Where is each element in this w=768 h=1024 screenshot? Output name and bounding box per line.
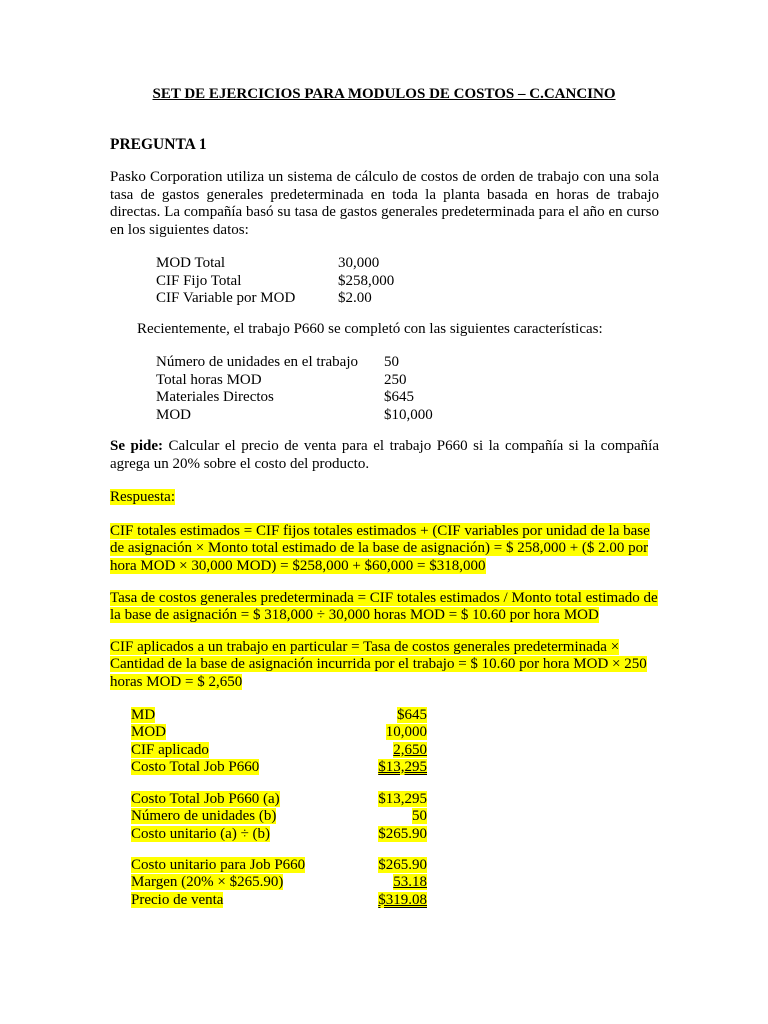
question-heading: PREGUNTA 1	[110, 136, 207, 153]
data-row	[156, 372, 433, 390]
answer-label: Respuesta:	[110, 489, 175, 505]
row-value: $319.08	[378, 891, 427, 908]
data-label: CIF Fijo Total	[156, 272, 242, 289]
row-value: $645	[397, 707, 427, 723]
row-value: $265.90	[378, 857, 427, 873]
table-row	[131, 808, 427, 825]
row-label: CIF aplicado	[131, 741, 209, 758]
calc-text: CIF aplicados a un trabajo en particular = Tasa de costos generales predeterminada × Cantidad de la base de asignación incurrida por el trabajo = $ 10.60 por hora MOD × 250 horas MOD = $ 2,650	[110, 639, 647, 690]
table-row	[131, 892, 427, 909]
calc-text: CIF totales estimados = CIF fijos totales estimados + (CIF variables por unidad de la base de asignación × Monto total estimado de la base de asignación) = $ 258,000 + ($ 2.00 por hora MOD × 30,000 MOD) = $258,000 + $60,000 = $318,000	[110, 523, 650, 574]
task-label: Se pide:	[110, 438, 164, 454]
row-value: 2,650	[393, 741, 427, 758]
table-row	[131, 742, 427, 759]
row-label: Costo unitario para Job P660	[131, 857, 306, 873]
data-row	[156, 354, 433, 372]
data-label: MOD Total	[156, 255, 226, 271]
data-value: 250	[384, 371, 407, 388]
table-row	[131, 759, 427, 776]
data-row	[156, 273, 394, 291]
cost-table-price	[131, 857, 427, 909]
data-row	[156, 255, 394, 273]
row-label: Costo Total Job P660 (a)	[131, 791, 280, 807]
data-label: CIF Variable por MOD	[156, 290, 296, 306]
data-value: 30,000	[338, 255, 380, 271]
data-label: MOD	[156, 406, 192, 423]
row-value: $265.90	[378, 825, 427, 842]
document-title: SET DE EJERCICIOS PARA MODULOS DE COSTOS – C.CANCINO	[152, 86, 616, 102]
calc-text: Tasa de costos generales predeterminada = CIF totales estimados / Monto total estimado de la base de asignación = $ 318,000 ÷ 30,000 horas MOD = $ 10.60 por hora MOD	[110, 590, 658, 624]
data-value: $258,000	[338, 272, 395, 289]
calc-paragraph-2	[110, 590, 660, 625]
data-value: 50	[384, 354, 399, 370]
row-label: Precio de venta	[131, 891, 224, 908]
job-data-list	[156, 354, 433, 424]
row-label: Número de unidades (b)	[131, 808, 277, 825]
cost-table-total	[131, 707, 427, 776]
overhead-data-list	[156, 255, 394, 308]
data-value: $10,000	[384, 406, 433, 423]
row-value: $13,295	[378, 758, 427, 775]
data-row	[156, 290, 394, 308]
table-row	[131, 724, 427, 741]
task-text: Calcular el precio de venta para el trabajo P660 si la compañía si la compañía agrega un 20% sobre el costo del producto.	[110, 438, 659, 472]
row-label: Costo Total Job P660	[131, 758, 260, 775]
data-label: Materiales Directos	[156, 389, 274, 405]
row-label: MOD	[131, 724, 167, 741]
row-label: Margen (20% × $265.90)	[131, 874, 284, 891]
row-value: 50	[412, 808, 427, 825]
row-value: 10,000	[385, 724, 427, 741]
table-row	[131, 857, 427, 874]
answer-label-wrapper	[110, 489, 175, 507]
data-label: Total horas MOD	[156, 371, 262, 388]
cost-table-unit	[131, 791, 427, 843]
row-value: $13,295	[378, 791, 427, 807]
table-row	[131, 874, 427, 891]
intro-paragraph: Pasko Corporation utiliza un sistema de cálculo de costos de orden de trabajo con una sola tasa de gastos generales predeterminada en toda la planta basada en horas de trabajo directas. La compañía basó su tasa de gastos generales predeterminada para el año en curso en los siguientes datos:	[110, 169, 659, 238]
row-label: Costo unitario (a) ÷ (b)	[131, 825, 271, 842]
data-row	[156, 407, 433, 425]
recent-job-sentence: Recientemente, el trabajo P660 se completó con las siguientes características:	[137, 321, 603, 337]
table-row	[131, 707, 427, 724]
task-paragraph	[110, 438, 659, 473]
table-row	[131, 791, 427, 808]
data-row	[156, 389, 433, 407]
row-label: MD	[131, 707, 156, 723]
calc-paragraph-3	[110, 639, 660, 691]
row-value: 53.18	[393, 874, 427, 891]
calc-paragraph-1	[110, 523, 660, 575]
data-value: $2.00	[338, 290, 372, 306]
table-row	[131, 826, 427, 843]
data-label: Número de unidades en el trabajo	[156, 354, 359, 370]
data-value: $645	[384, 389, 414, 405]
